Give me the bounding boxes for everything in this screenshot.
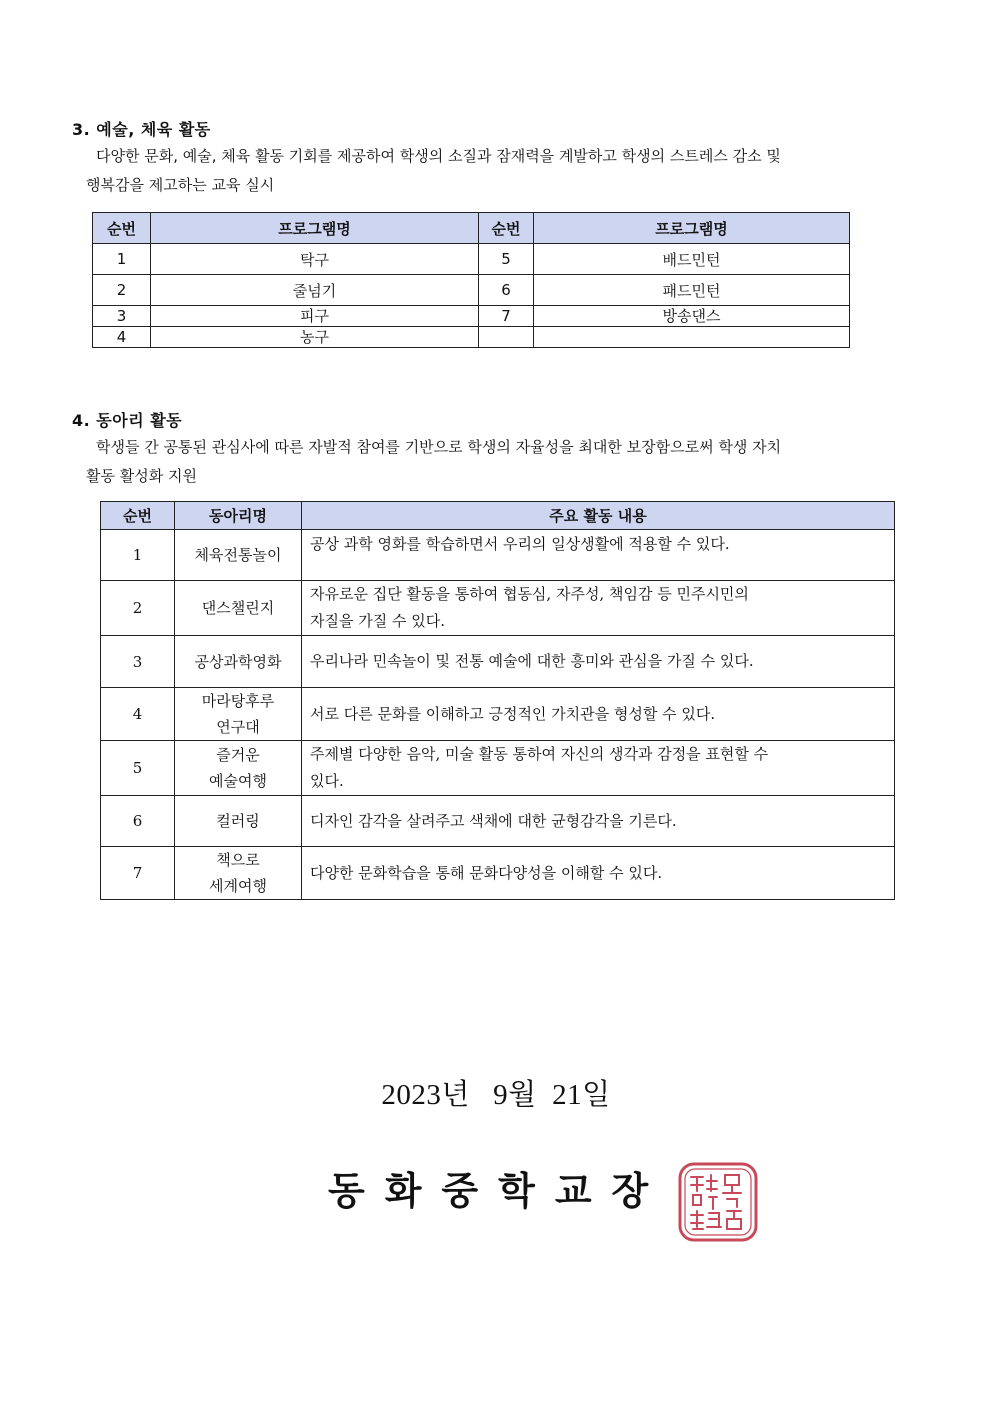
official-seal-icon [677,1161,759,1243]
col-header-club: 동아리명 [175,502,302,530]
program-name: 패드민턴 [534,275,850,306]
row-number: 3 [101,636,175,688]
table-row [101,636,895,688]
section3-title: 3. 예술, 체육 활동 [72,120,211,139]
table-row [93,306,850,327]
col-header-program: 프로그램명 [534,213,850,244]
col-header-no: 순번 [479,213,534,244]
section3-desc-line1: 다양한 문화, 예술, 체육 활동 기회를 제공하여 학생의 소질과 잠재력을 계발하고 학생의 스트레스 감소 및 [96,147,781,165]
row-number: 5 [101,741,175,796]
program-name: 줄넘기 [151,275,479,306]
program-name: 피구 [151,306,479,327]
col-header-no: 순번 [101,502,175,530]
activity-content: 자유로운 집단 활동을 통하여 협동심, 자주성, 책임감 등 민주시민의 자질을 가질 수 있다. [302,581,895,636]
sports-program-table [92,212,850,348]
club-name: 체육전통놀이 [175,530,302,581]
section4-desc-line1: 학생들 간 공통된 관심사에 따른 자발적 참여를 기반으로 학생의 자율성을 최대한 보장함으로써 학생 자치 [96,438,782,456]
program-name: 방송댄스 [534,306,850,327]
document-date: 2023년 9월 21일 [381,1079,611,1111]
principal-signature: 동화중학교장 [328,1169,669,1213]
activity-content: 서로 다른 문화를 이해하고 긍정적인 가치관을 형성할 수 있다. [302,688,895,741]
table-row [93,327,850,348]
row-number: 6 [101,796,175,847]
row-number: 2 [93,275,151,306]
row-number: 7 [101,847,175,900]
table-row [93,275,850,306]
row-number: 7 [479,306,534,327]
club-name: 책으로 세계여행 [175,847,302,900]
row-number: 1 [101,530,175,581]
program-name: 배드민턴 [534,244,850,275]
section4-desc-line2: 활동 활성화 지원 [86,467,197,485]
table-row [101,847,895,900]
section3-desc-line2: 행복감을 제고하는 교육 실시 [86,176,275,194]
activity-content: 다양한 문화학습을 통해 문화다양성을 이해할 수 있다. [302,847,895,900]
table-row [101,688,895,741]
club-name: 즐거운 예술여행 [175,741,302,796]
col-header-no: 순번 [93,213,151,244]
row-number [479,327,534,348]
row-number: 1 [93,244,151,275]
row-number: 3 [93,306,151,327]
club-name: 컬러링 [175,796,302,847]
program-name: 농구 [151,327,479,348]
activity-content: 우리나라 민속놀이 및 전통 예술에 대한 흥미와 관심을 가질 수 있다. [302,636,895,688]
section4-title: 4. 동아리 활동 [72,411,183,430]
program-name [534,327,850,348]
row-number: 5 [479,244,534,275]
row-number: 4 [101,688,175,741]
activity-content: 주제별 다양한 음악, 미술 활동 통하여 자신의 생각과 감정을 표현할 수 있다. [302,741,895,796]
table-row [101,530,895,581]
row-number: 6 [479,275,534,306]
table-row [101,741,895,796]
program-name: 탁구 [151,244,479,275]
activity-content: 디자인 감각을 살려주고 색채에 대한 균형감각을 기른다. [302,796,895,847]
table-row [93,244,850,275]
activity-content: 공상 과학 영화를 학습하면서 우리의 일상생활에 적용할 수 있다. [302,530,895,581]
row-number: 2 [101,581,175,636]
table-row [101,581,895,636]
club-activity-table [100,501,895,900]
col-header-content: 주요 활동 내용 [302,502,895,530]
club-name: 댄스챌린지 [175,581,302,636]
club-name: 공상과학영화 [175,636,302,688]
club-name: 마라탕후루 연구대 [175,688,302,741]
table-row [101,796,895,847]
row-number: 4 [93,327,151,348]
col-header-program: 프로그램명 [151,213,479,244]
